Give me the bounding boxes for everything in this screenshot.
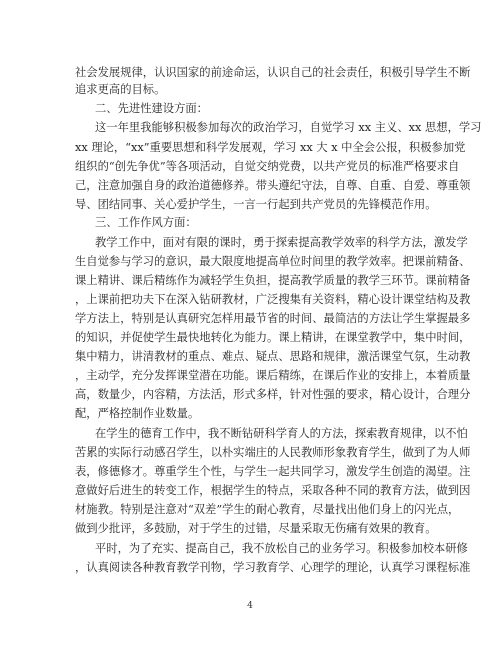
text-line: ，认真阅读各种教育教学刊物，学习教育学、心理学的理论，认真学习课程标准 [75,561,471,574]
text-line: 苦累的实际行动感召学生，以朴实端庄的人民教师形象教育学生，做到了为人师 [75,446,471,459]
text-line: 意做好后进生的转变工作，根据学生的特点，采取各种不同的教育方法，做到因 [75,484,471,497]
text-line: 高，数量少，内容精，方法活，形式多样，针对性强的要求，精心设计，合理分 [75,388,471,401]
text-line: 社会发展规律，认识国家的前途命运，认识自己的社会责任，积极引导学生不断 [75,66,471,79]
section-heading: 二、先进性建设方面： [95,102,208,115]
text-line: 配，严格控制作业数量。 [75,407,200,420]
text-line: 组织的“创先争优”等各项活动，自觉交纳党费，以共产党员的标准严格要求自 [75,160,460,173]
text-line: 课上精讲、课后精练作为减轻学生负担，提高教学质量的教学三环节。课前精备 [75,274,471,287]
text-line: 材施教。特别是注意对“双差”学生的耐心教育，尽量找出他们身上的闪光点， [75,503,460,516]
text-line: 平时，为了充实、提高自己，我不放松自己的业务学习。积极参加校本研修 [95,542,468,555]
text-line: ，上课前把功夫下在深入钻研教材，广泛搜集有关资料，精心设计课堂结构及教 [75,293,471,306]
text-line: 这一年里我能够积极参加每次的政治学习，自觉学习 xx 主义、xx 思想，学习 [95,121,482,134]
text-line: 在学生的德育工作中，我不断钻研科学育人的方法，探索教育规律，以不怕 [95,427,468,440]
text-line: 做到少批评，多鼓励，对于学生的过错，尽量采取无伤痛有效果的教育。 [75,522,437,535]
text-line: 学方法上，特别是认真研究怎样用最节省的时间、最简洁的方法让学生掌握最多 [75,312,471,325]
text-line: 的知识，并促使学生最快地转化为能力。课上精讲，在课堂教学中，集中时间， [75,331,471,344]
text-line: 己，注意加强自身的政治道德修养。带头遵纪守法，自尊、自重、自爱、尊重领 [75,179,471,192]
section-heading: 三、工作作风方面： [95,216,197,229]
text-line: 生自觉参与学习的意识，最大限度地提高单位时间里的教学效率。把课前精备、 [75,255,471,268]
text-line: 集中精力，讲清教材的重点、难点、疑点、思路和规律，激活课堂气氛，生动教 [75,350,471,363]
text-line: 追求更高的目标。 [75,83,166,96]
text-line: 表，修德修才。尊重学生个性，与学生一起共同学习，激发学生创造的渴望。注 [75,465,471,478]
page-number: 4 [247,601,253,611]
text-line: 导、团结同事、关心爱护学生，一言一行起到共产党员的先锋模范作用。 [75,198,437,211]
text-line: ，主动学，充分发挥课堂潜在功能。课后精练，在课后作业的安排上，本着质量 [75,369,471,382]
text-line: xx 理论，“xx”重要思想和科学发展观，学习 xx 大 x 中全会公报，积极参加党 [75,141,466,154]
text-line: 教学工作中，面对有限的课时，勇于探索提高教学效率的科学方法，激发学 [95,236,468,249]
